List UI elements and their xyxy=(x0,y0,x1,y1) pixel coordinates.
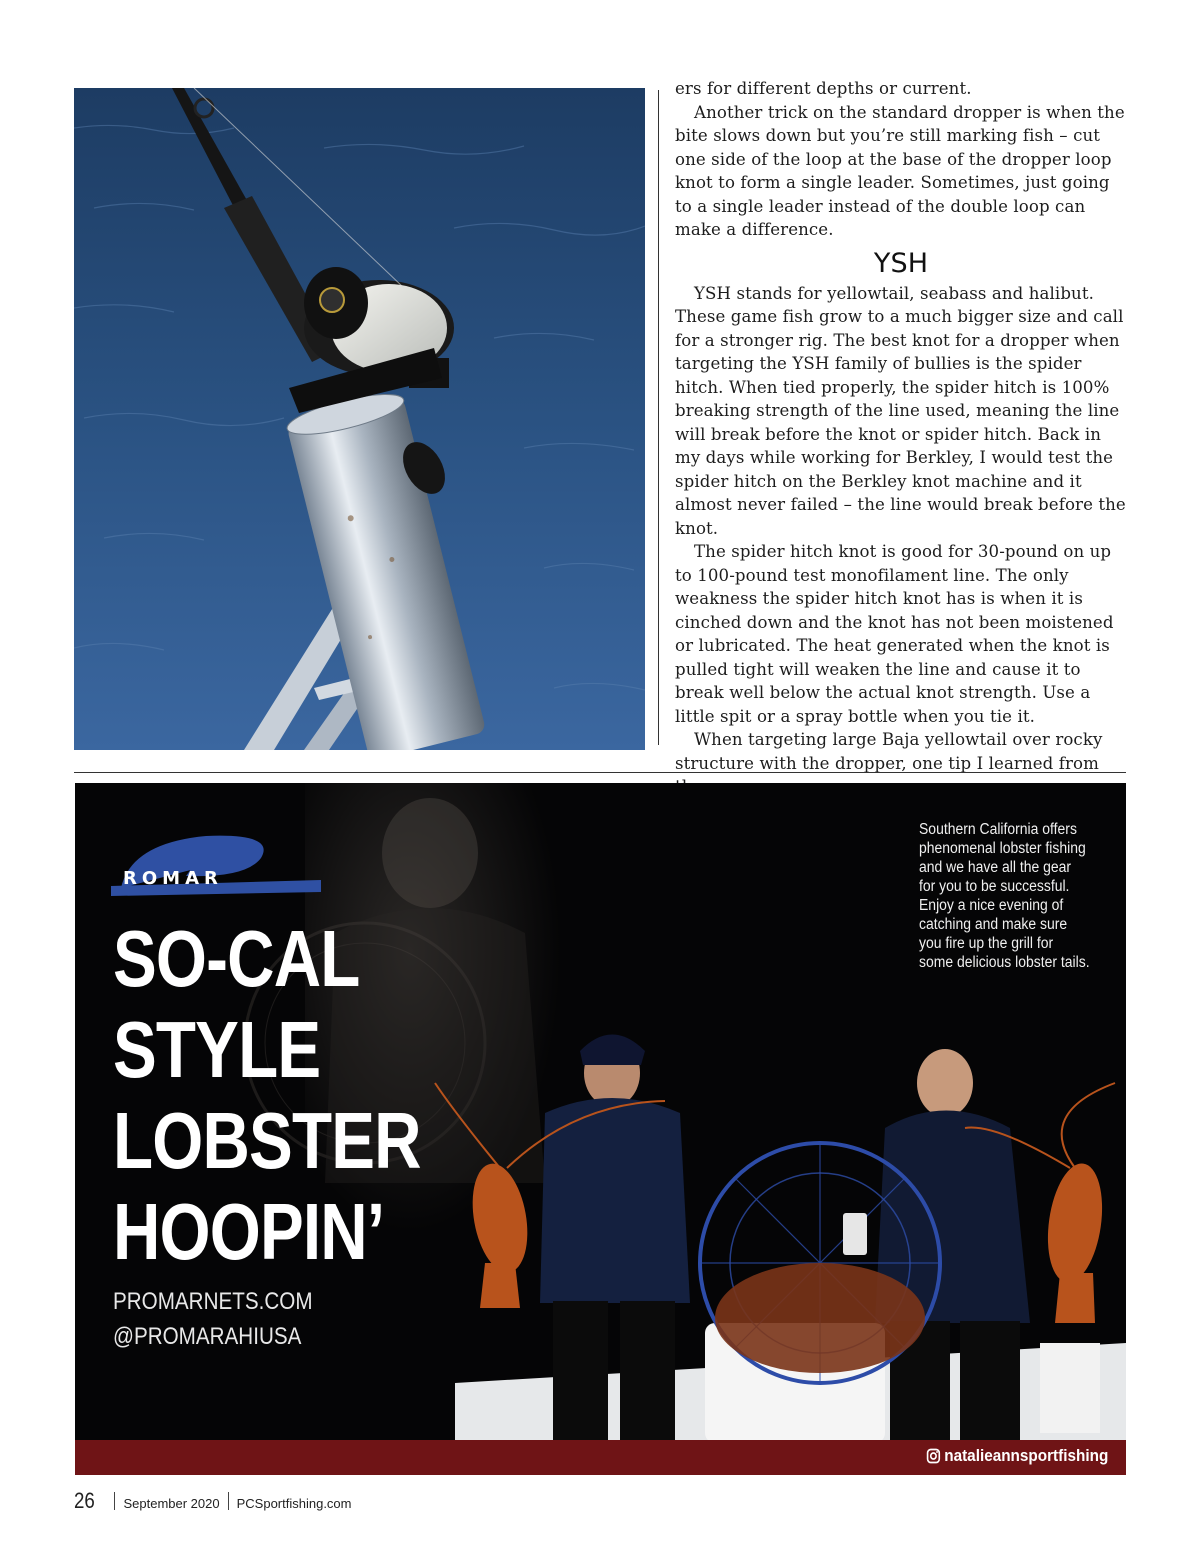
footer-separator xyxy=(114,1492,115,1510)
fishing-rod-illustration xyxy=(74,88,645,750)
article-paragraph: The spider hitch knot is good for 30-pound on up to 100-pound test monofilament line. The only weakness the spider hitch knot has is when it is cinched down and the knot has not been moistened or lubricated. The heat generated when the knot is pulled tight will weaken the line and cause it to break well below the actual knot strength. Use a little spit or a spray bottle when you tie it. xyxy=(675,542,1114,726)
article-paragraph: When targeting large Baja yellowtail over rocky structure with the dropper, one tip I learned from xyxy=(675,730,1103,773)
headline-line: SO-CAL xyxy=(113,914,360,1003)
headline-line: HOOPIN’ xyxy=(113,1187,385,1276)
page-number: 26 xyxy=(74,1488,95,1513)
issue-date: September 2020 xyxy=(123,1496,220,1511)
brand-wordmark: ROMAR xyxy=(123,868,223,889)
ad-footer-band xyxy=(75,1440,1126,1475)
article-paragraph: YSH stands for yellowtail, seabass and halibut. These game fish grow to a much bigger size and call for a stronger rig. The best knot for a dropper when targeting the YSH family of bullies is the spider hitch. When tied properly, the spider hitch is 100% breaking strength of the line used, meaning the line will break before the knot or spider hitch. Back in my days while working for Berkley, I would test the spider hitch on the Berkley knot machine and it almost never failed – the line would break before the knot. xyxy=(675,283,1126,538)
headline-line: LOBSTER xyxy=(113,1096,421,1185)
footer-separator xyxy=(228,1492,229,1510)
ad-blurb: Southern California offers phenomenal lobster fishing and we have all the gear for you to be successful. Enjoy a nice evening of catching and make sure you fire up the grill for some delicious lobster tails. xyxy=(919,821,1090,971)
article-paragraph: Another trick on the standard dropper is when the bite slows down but you’re still marking fish – cut one side of the loop at the base of the dropper loop knot to form a single leader. Sometimes, just going to a single leader instead of the double loop can make a difference. xyxy=(675,102,1125,239)
instagram-icon xyxy=(926,1448,940,1464)
instagram-handle: natalieannsportfishing xyxy=(943,1446,1108,1465)
ad-website-link[interactable]: PROMARNETS.COM xyxy=(113,1288,313,1315)
section-heading: YSH xyxy=(873,247,929,279)
fishing-rod-photo xyxy=(74,88,645,750)
page-footer xyxy=(74,1488,352,1514)
column-divider xyxy=(658,90,659,745)
promar-advertisement xyxy=(75,783,1126,1475)
instagram-credit[interactable] xyxy=(926,1446,1108,1466)
section-divider xyxy=(74,772,1126,773)
ad-headline xyxy=(113,913,421,1277)
article-paragraph: ers for different depths or current. xyxy=(675,79,972,98)
headline-line: STYLE xyxy=(113,1005,321,1094)
website: PCSportfishing.com xyxy=(236,1496,352,1511)
article-column xyxy=(675,77,1127,799)
ad-social-handle[interactable]: @PROMARAHIUSA xyxy=(113,1323,302,1350)
